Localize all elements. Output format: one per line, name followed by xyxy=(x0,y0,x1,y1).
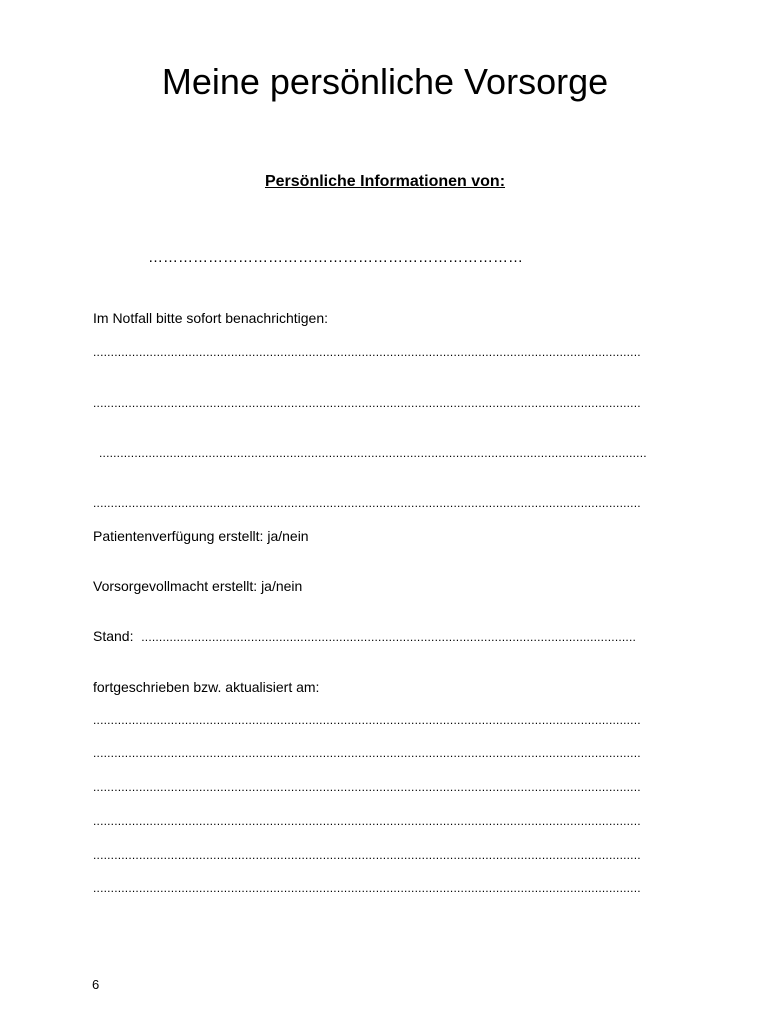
status-fill-line: ............................................................................................................................................ xyxy=(141,630,637,644)
updated-line-6: ........................................................................................................................................................... xyxy=(93,881,641,895)
updated-line-4: ........................................................................................................................................................... xyxy=(93,814,641,828)
updated-line-5: ........................................................................................................................................................... xyxy=(93,848,641,862)
updated-line-3: ........................................................................................................................................................... xyxy=(93,780,641,794)
updated-line-2: ........................................................................................................................................................... xyxy=(93,746,641,760)
page-title: Meine persönliche Vorsorge xyxy=(161,61,609,102)
power-of-attorney-label: Vorsorgevollmacht erstellt: ja/nein xyxy=(93,578,303,594)
emergency-contact-line-1: ........................................................................................................................................................... xyxy=(93,345,641,359)
emergency-contact-line-4: ........................................................................................................................................................... xyxy=(93,496,641,510)
updated-label: fortgeschrieben bzw. aktualisiert am: xyxy=(93,679,320,695)
status-label: Stand: xyxy=(93,628,134,644)
name-fill-line: ………………………………………………………………… xyxy=(148,249,523,266)
emergency-contact-line-2: ........................................................................................................................................................... xyxy=(93,396,641,410)
patient-decree-label: Patientenverfügung erstellt: ja/nein xyxy=(93,528,309,544)
updated-line-1: ........................................................................................................................................................... xyxy=(93,713,641,727)
emergency-contact-label: Im Notfall bitte sofort benachrichtigen: xyxy=(93,310,329,326)
page-number: 6 xyxy=(92,977,100,992)
emergency-contact-line-3: ........................................................................................................................................................... xyxy=(99,446,647,460)
status-row xyxy=(93,627,667,646)
section-heading: Persönliche Informationen von: xyxy=(264,173,506,190)
